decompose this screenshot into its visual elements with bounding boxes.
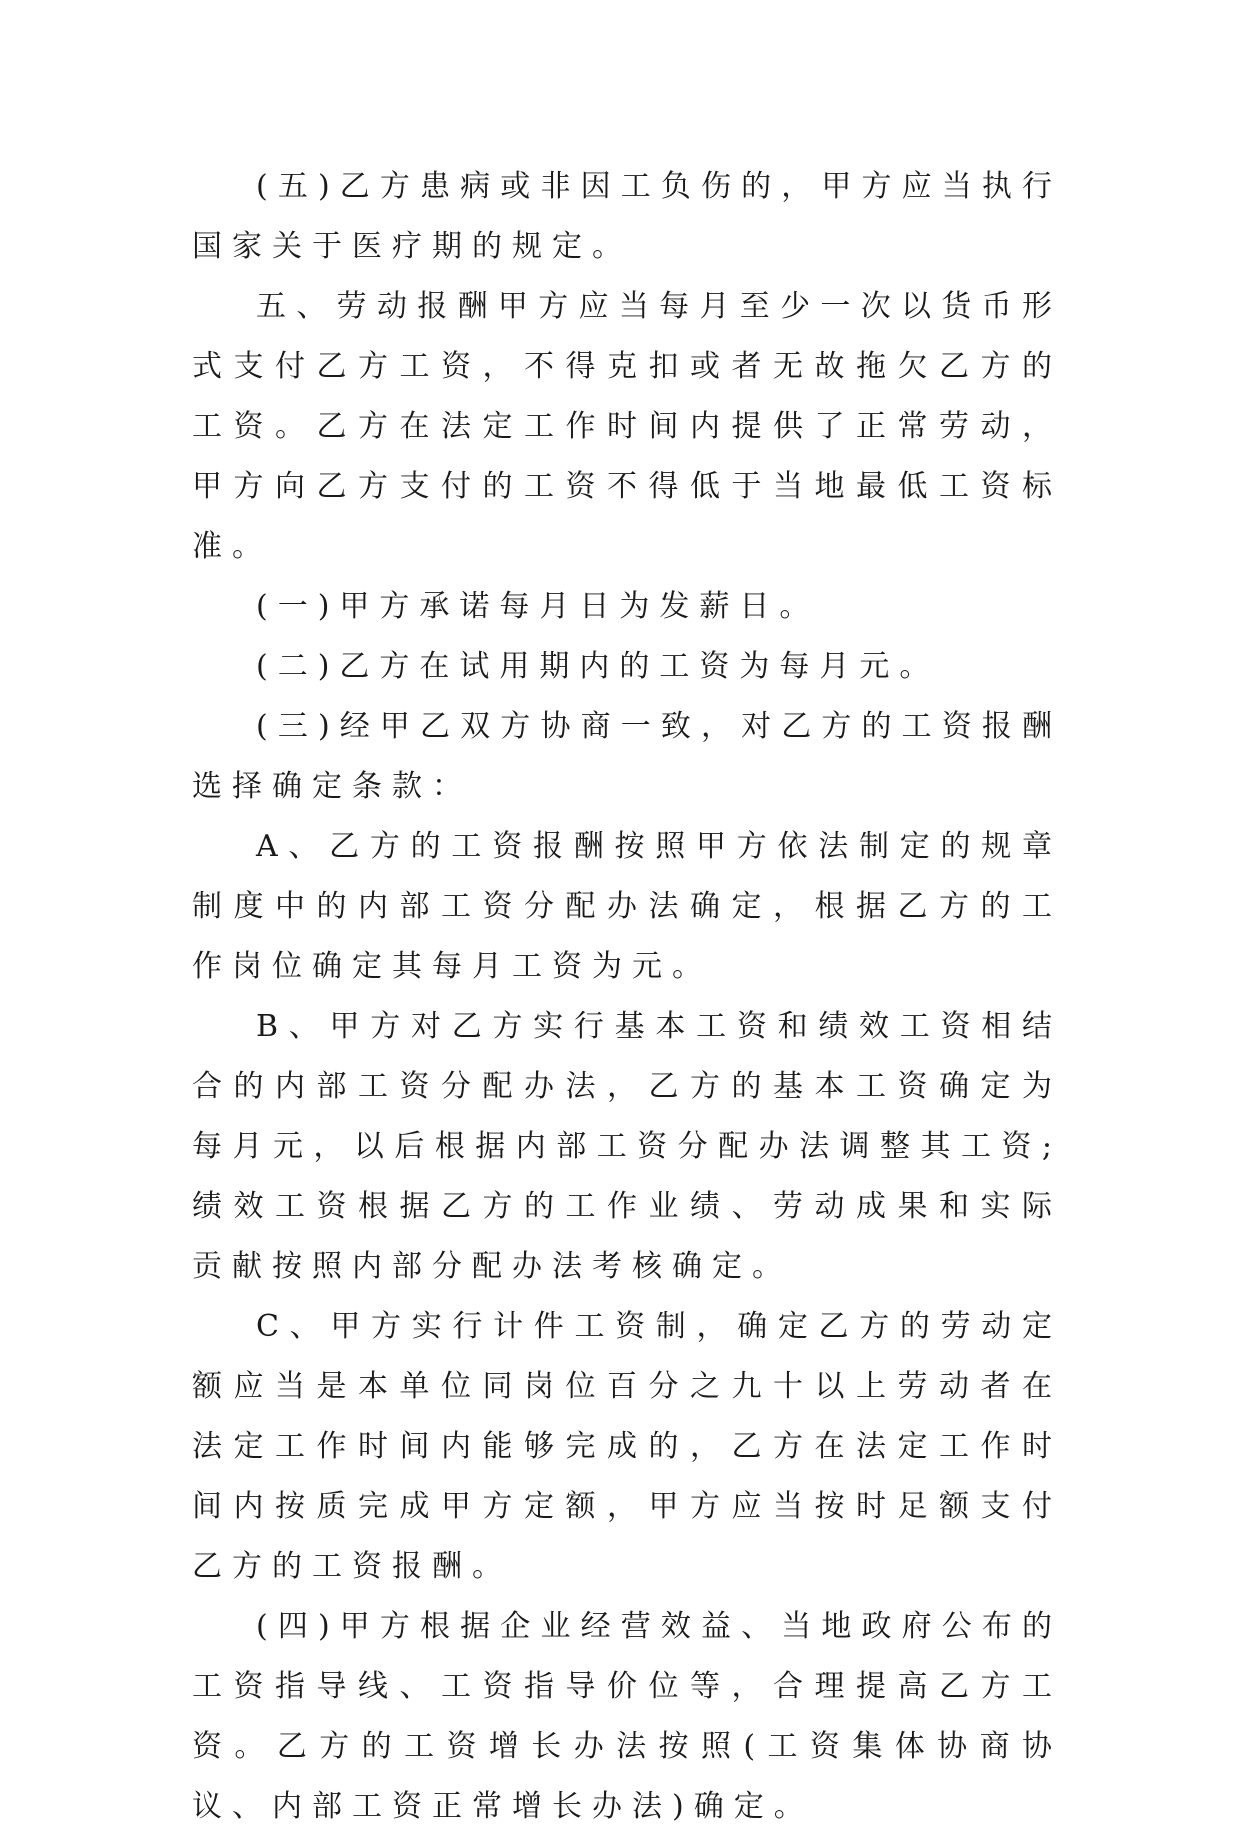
paragraph-labor-remuneration: 五、劳动报酬甲方应当每月至少一次以货币形式支付乙方工资，不得克扣或者无故拖欠乙方的工资。乙方在法定工作时间内提供了正常劳动，甲方向乙方支付的工资不得低于当地最低工资标准。 bbox=[192, 289, 1062, 564]
paragraph-medical-period: (五)乙方患病或非因工负伤的，甲方应当执行国家关于医疗期的规定。 bbox=[192, 169, 1062, 264]
paragraph-probation-wage: (二)乙方在试用期内的工资为每月元。 bbox=[256, 649, 940, 684]
paragraph-option-c: C、甲方实行计件工资制，确定乙方的劳动定额应当是本单位同岗位百分之九十以上劳动者在法定工作时间内能够完成的，乙方在法定工作时间内按质完成甲方定额，甲方应当按时足额支付乙方的工资报酬。 bbox=[192, 1309, 1062, 1584]
paragraph-payday: (一)甲方承诺每月日为发薪日。 bbox=[256, 589, 820, 624]
paragraph-option-b: B、甲方对乙方实行基本工资和绩效工资相结合的内部工资分配办法，乙方的基本工资确定为每月元，以后根据内部工资分配办法调整其工资;绩效工资根据乙方的工作业绩、劳动成果和实际贡献按照内部分配办法考核确定。 bbox=[192, 1009, 1062, 1284]
document-body bbox=[192, 157, 1062, 1837]
paragraph-wage-option: (三)经甲乙双方协商一致，对乙方的工资报酬选择确定条款： bbox=[192, 709, 1062, 804]
paragraph-wage-increase: (四)甲方根据企业经营效益、当地政府公布的工资指导线、工资指导价位等，合理提高乙方工资。乙方的工资增长办法按照(工资集体协商协议、内部工资正常增长办法)确定。 bbox=[192, 1609, 1062, 1824]
paragraph-option-a: A、乙方的工资报酬按照甲方依法制定的规章制度中的内部工资分配办法确定，根据乙方的工作岗位确定其每月工资为元。 bbox=[192, 829, 1062, 984]
